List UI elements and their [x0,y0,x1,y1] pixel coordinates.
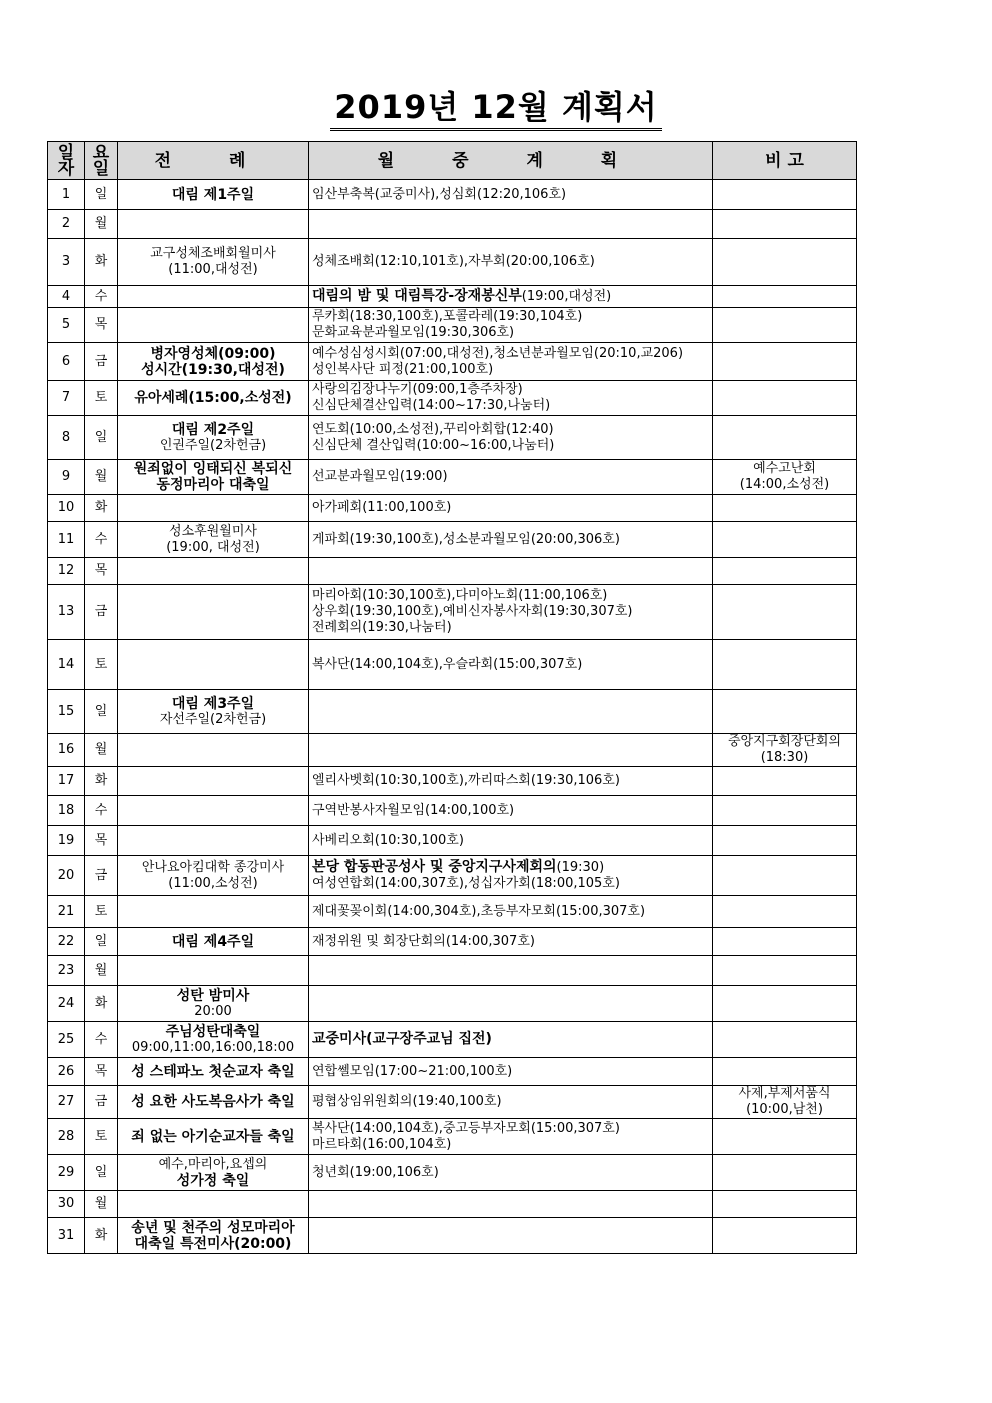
day-cell: 19 [48,826,85,856]
plan-cell [309,1022,713,1058]
plan-highlight: 교중미사(교구장주교님 집전) [312,1031,492,1047]
liturgy-line: 성탄 밤미사 [176,987,250,1004]
day-cell: 8 [48,416,85,460]
weekday-cell: 토 [85,640,118,690]
schedule-row [48,522,857,558]
day-cell: 25 [48,1022,85,1058]
schedule-row [48,1022,857,1058]
plan-cell [309,986,713,1022]
weekday-cell: 일 [85,928,118,956]
liturgy-cell [118,1022,309,1058]
liturgy-cell [118,585,309,640]
note-cell [713,308,857,343]
schedule-row [48,928,857,956]
weekday-cell: 수 [85,522,118,558]
liturgy-cell [118,1191,309,1218]
plan-cell [309,1191,713,1218]
weekday-cell: 금 [85,343,118,381]
plan-line: 사랑의김장나누기(09:00,1층주차장) [312,382,523,397]
liturgy-cell [118,343,309,381]
weekday-cell: 화 [85,986,118,1022]
weekday-cell: 화 [85,767,118,796]
plan-cell [309,767,713,796]
note-cell [713,767,857,796]
plan-cell [309,1119,713,1155]
plan-cell [309,734,713,767]
plan-cell [309,896,713,928]
header-dow: 요일 [85,142,118,180]
schedule-row [48,1155,857,1191]
plan-line: 복사단(14:00,104호),중고등부자모회(15:00,307호) [312,1120,620,1136]
liturgy-cell [118,856,309,896]
note-cell [713,896,857,928]
plan-line: 마리아회(10:30,100호),다미아노회(11:00,106호) [312,588,608,603]
plan-cell [309,796,713,826]
day-cell: 13 [48,585,85,640]
plan-line: 제대꽃꽂이회(14:00,304호),초등부자모회(15:00,307호) [312,903,646,919]
liturgy-cell [118,381,309,416]
note-cell [713,180,857,210]
day-cell: 18 [48,796,85,826]
day-cell: 16 [48,734,85,767]
note-cell [713,1086,857,1119]
note-cell [713,640,857,690]
liturgy-line: 송년 및 천주의 성모마리아 [131,1219,295,1236]
liturgy-line: 대축일 특전미사(20:00) [134,1235,292,1252]
day-cell: 7 [48,381,85,416]
weekday-cell: 일 [85,416,118,460]
day-cell: 30 [48,1191,85,1218]
day-cell: 23 [48,956,85,986]
plan-line: 평협상임위원회의(19:40,100호) [312,1094,502,1109]
note-cell [713,286,857,308]
liturgy-line: 예수,마리아,요셉의 [158,1156,268,1172]
plan-highlight: 본당 합동판공성사 및 중앙지구사제회의 [312,859,557,875]
note-cell [713,522,857,558]
weekday-cell: 수 [85,286,118,308]
note-cell [713,416,857,460]
header-liturgy: 전 례 [118,142,309,180]
liturgy-cell [118,986,309,1022]
schedule-table [47,141,857,1254]
liturgy-line: (11:00,소성전) [168,875,258,891]
note-cell [713,210,857,239]
plan-line: 구역반봉사자월모임(14:00,100호) [312,802,515,818]
plan-line: 연합쎌모임(17:00~21:00,100호) [312,1063,513,1079]
liturgy-cell [118,308,309,343]
note-cell [713,1191,857,1218]
plan-cell [309,856,713,896]
day-cell: 10 [48,495,85,522]
liturgy-cell [118,956,309,986]
schedule-row [48,460,857,495]
plan-line: 성인복사단 피정(21:00,100호) [312,361,494,377]
plan-cell [309,1058,713,1086]
plan-line: 문화교육분과월모임(19:30,306호) [312,325,515,340]
schedule-row [48,381,857,416]
weekday-cell: 화 [85,239,118,286]
note-cell [713,1119,857,1155]
liturgy-cell [118,495,309,522]
plan-line: 선교분과월모임(19:00) [312,469,448,484]
weekday-cell: 금 [85,856,118,896]
schedule-row [48,1218,857,1254]
plan-cell [309,1155,713,1191]
liturgy-line: 교구성체조배회월미사 [150,246,276,261]
schedule-row [48,210,857,239]
plan-line: 게파회(19:30,100호),성소분과월모임(20:00,306호) [312,531,620,547]
plan-cell [309,308,713,343]
liturgy-line: 대림 제4주일 [171,933,255,950]
liturgy-line: 동정마리아 대축일 [156,477,270,493]
liturgy-cell [118,286,309,308]
day-cell: 31 [48,1218,85,1254]
liturgy-line: 병자영성체(09:00) [150,345,276,362]
liturgy-cell [118,558,309,585]
page-title: 2019년 12월 계획서 [330,88,661,131]
plan-cell [309,690,713,734]
liturgy-cell [118,796,309,826]
weekday-cell: 토 [85,381,118,416]
day-cell: 14 [48,640,85,690]
note-cell [713,796,857,826]
liturgy-cell [118,239,309,286]
schedule-row [48,308,857,343]
liturgy-line: 원죄없이 잉태되신 복되신 [133,461,293,477]
liturgy-cell [118,928,309,956]
weekday-cell: 월 [85,734,118,767]
liturgy-cell [118,416,309,460]
schedule-row [48,239,857,286]
schedule-row [48,495,857,522]
header-day: 일자 [48,142,85,180]
weekday-cell: 일 [85,1155,118,1191]
schedule-row [48,1086,857,1119]
liturgy-line: 죄 없는 아기순교자들 축일 [131,1128,295,1145]
plan-cell [309,286,713,308]
note-line: (18:30) [760,750,809,765]
weekday-cell: 화 [85,495,118,522]
liturgy-cell [118,522,309,558]
weekday-cell: 수 [85,1022,118,1058]
note-cell [713,856,857,896]
header-monthly-plan: 월 중 계 획 [309,142,713,180]
plan-line: 예수성심성시회(07:00,대성전),청소년분과월모임(20:10,교206) [312,345,684,361]
schedule-row [48,1058,857,1086]
day-cell: 1 [48,180,85,210]
liturgy-line: 대림 제1주일 [171,186,255,203]
header-row [48,142,857,180]
schedule-row [48,767,857,796]
liturgy-line: 유아세례(15:00,소성전) [134,390,292,406]
weekday-cell: 토 [85,1119,118,1155]
note-cell [713,1155,857,1191]
liturgy-cell [118,210,309,239]
weekday-cell: 월 [85,460,118,495]
note-cell [713,928,857,956]
weekday-cell: 화 [85,1218,118,1254]
plan-cell [309,956,713,986]
plan-cell [309,585,713,640]
weekday-cell: 수 [85,796,118,826]
note-cell [713,690,857,734]
weekday-cell: 일 [85,180,118,210]
plan-cell [309,1218,713,1254]
schedule-row [48,180,857,210]
plan-highlight-detail: (19:30) [556,860,605,875]
schedule-row [48,690,857,734]
day-cell: 15 [48,690,85,734]
schedule-row [48,585,857,640]
plan-line: 루카회(18:30,100호),포콜라레(19:30,104호) [312,309,583,324]
day-cell: 11 [48,522,85,558]
weekday-cell: 목 [85,308,118,343]
note-cell [713,1218,857,1254]
day-cell: 20 [48,856,85,896]
liturgy-line: 20:00 [194,1003,232,1019]
liturgy-cell [118,1119,309,1155]
schedule-row [48,796,857,826]
note-cell [713,239,857,286]
liturgy-line: 주님성탄대축일 [165,1023,261,1040]
note-cell [713,495,857,522]
plan-cell [309,416,713,460]
note-cell [713,381,857,416]
schedule-row [48,956,857,986]
plan-cell [309,239,713,286]
plan-cell [309,1086,713,1119]
plan-line: 상우회(19:30,100호),예비신자봉사자회(19:30,307호) [312,604,633,619]
schedule-row [48,734,857,767]
liturgy-cell [118,767,309,796]
schedule-row [48,826,857,856]
plan-line: 재정위원 및 회장단회의(14:00,307호) [312,933,535,949]
note-cell [713,460,857,495]
liturgy-cell [118,640,309,690]
day-cell: 17 [48,767,85,796]
plan-cell [309,558,713,585]
plan-line: 엘리사벳회(10:30,100호),까리따스회(19:30,106호) [312,773,620,788]
plan-line: 신심단체 결산입력(10:00~16:00,나눔터) [312,437,555,453]
plan-cell [309,460,713,495]
plan-line: 신심단체결산입력(14:00~17:30,나눔터) [312,398,551,413]
day-cell: 26 [48,1058,85,1086]
day-cell: 12 [48,558,85,585]
note-cell [713,734,857,767]
note-cell [713,558,857,585]
liturgy-line: 자선주일(2차헌금) [159,711,267,727]
liturgy-line: 성 요한 사도복음사가 축일 [131,1094,295,1110]
plan-cell [309,928,713,956]
liturgy-line: (11:00,대성전) [168,262,258,277]
weekday-cell: 일 [85,690,118,734]
liturgy-cell [118,1155,309,1191]
liturgy-line: 대림 제2주일 [171,421,255,438]
day-cell: 21 [48,896,85,928]
liturgy-line: 인권주일(2차헌금) [159,437,267,453]
schedule-row [48,558,857,585]
weekday-cell: 목 [85,1058,118,1086]
weekday-cell: 월 [85,210,118,239]
plan-line: 연도회(10:00,소성전),꾸리아회합(12:40) [312,421,554,437]
liturgy-line: 대림 제3주일 [171,695,255,712]
plan-line: 여성연합회(14:00,307호),성십자가회(18:00,105호) [312,876,620,891]
header-note: 비 고 [713,142,857,180]
schedule-row [48,640,857,690]
plan-cell [309,640,713,690]
liturgy-line: (19:00, 대성전) [166,539,260,555]
note-cell [713,1022,857,1058]
liturgy-cell [118,1218,309,1254]
liturgy-cell [118,690,309,734]
note-cell [713,956,857,986]
schedule-row [48,1191,857,1218]
note-cell [713,343,857,381]
note-cell [713,986,857,1022]
schedule-row [48,416,857,460]
day-cell: 2 [48,210,85,239]
liturgy-cell [118,1086,309,1119]
liturgy-line: 성 스테파노 첫순교자 축일 [131,1063,295,1080]
liturgy-cell [118,896,309,928]
plan-cell [309,180,713,210]
plan-line: 전례회의(19:30,나눔터) [312,620,452,635]
note-cell [713,585,857,640]
plan-cell [309,522,713,558]
liturgy-line: 성가정 축일 [176,1172,250,1189]
weekday-cell: 목 [85,558,118,585]
weekday-cell: 월 [85,1191,118,1218]
schedule-row [48,896,857,928]
plan-line: 복사단(14:00,104호),우슬라회(15:00,307호) [312,656,583,672]
plan-cell [309,343,713,381]
note-line: (14:00,소성전) [739,477,830,492]
plan-line: 성체조배회(12:10,101호),자부회(20:00,106호) [312,254,595,269]
plan-cell [309,495,713,522]
day-cell: 6 [48,343,85,381]
weekday-cell: 금 [85,585,118,640]
plan-line: 청년회(19:00,106호) [312,1164,439,1180]
liturgy-cell [118,734,309,767]
liturgy-line: 성소후원월미사 [169,523,257,539]
plan-cell [309,210,713,239]
note-cell [713,1058,857,1086]
liturgy-line: 09:00,11:00,16:00,18:00 [131,1039,295,1055]
day-cell: 24 [48,986,85,1022]
note-cell [713,826,857,856]
day-cell: 4 [48,286,85,308]
plan-cell [309,381,713,416]
plan-highlight-detail: (19:00,대성전) [521,289,612,304]
liturgy-line: 성시간(19:30,대성전) [141,361,285,378]
schedule-row [48,986,857,1022]
day-cell: 3 [48,239,85,286]
plan-line: 임산부축복(교중미사),성심회(12:20,106호) [312,186,567,202]
liturgy-cell [118,1058,309,1086]
schedule-row [48,343,857,381]
weekday-cell: 토 [85,896,118,928]
plan-cell [309,826,713,856]
day-cell: 22 [48,928,85,956]
schedule-row [48,1119,857,1155]
page-title-wrap [0,82,992,128]
day-cell: 29 [48,1155,85,1191]
liturgy-cell [118,460,309,495]
liturgy-cell [118,826,309,856]
liturgy-line: 안나요아킴대학 종강미사 [141,859,285,875]
liturgy-cell [118,180,309,210]
plan-line: 마르타회(16:00,104호) [312,1136,452,1152]
note-line: 예수고난회 [753,461,816,476]
day-cell: 5 [48,308,85,343]
weekday-cell: 목 [85,826,118,856]
day-cell: 28 [48,1119,85,1155]
plan-highlight: 대림의 밤 및 대림특강-장재봉신부 [312,288,522,304]
plan-line: 사베리오회(10:30,100호) [312,832,464,848]
weekday-cell: 금 [85,1086,118,1119]
weekday-cell: 월 [85,956,118,986]
plan-line: 아가페회(11:00,100호) [312,500,452,515]
note-line: (10:00,남천) [746,1102,823,1117]
day-cell: 27 [48,1086,85,1119]
schedule-row [48,286,857,308]
schedule-row [48,856,857,896]
note-line: 중앙지구회장단회의 [727,734,842,749]
day-cell: 9 [48,460,85,495]
note-line: 사제,부제서품식 [738,1086,831,1101]
